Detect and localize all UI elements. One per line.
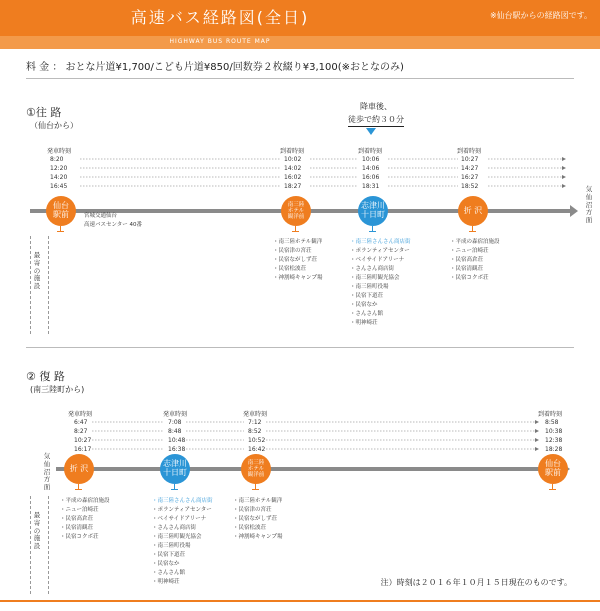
return-facility-label: 最寄の施設 [33, 511, 41, 551]
outbound-facility-label: 最寄の施設 [33, 251, 41, 291]
footer-note: 注）時刻は２０１６年１０月１５日現在のものです。 [380, 578, 572, 587]
return-sendai-times: 8:58 10:38 12:38 18:28 [545, 419, 563, 453]
return-arrive-label: 到着時刻 [538, 411, 563, 418]
outbound-hotel-times: 10:02 14:02 16:02 18:27 [284, 156, 302, 190]
stop-pin [75, 489, 82, 490]
outbound-subtitle: （仙台から） [30, 121, 78, 130]
page-subtitle: HIGHWAY BUS ROUTE MAP [169, 38, 271, 45]
outbound-facility-bracket [30, 236, 31, 334]
divider [26, 78, 574, 79]
return-depart-label-shizugawa: 発車時刻 [163, 411, 188, 418]
stop-pin [252, 489, 259, 490]
stop-pin [549, 489, 556, 490]
stop-pin [469, 231, 476, 232]
outbound-timeline-arrows [0, 150, 600, 200]
stop-pin [369, 231, 376, 232]
return-start-label: 気仙沼方面 [43, 452, 51, 492]
stop-pin [292, 231, 299, 232]
return-route-line [56, 467, 562, 471]
outbound-tokura-times: 10:27 14:27 16:27 18:52 [461, 156, 479, 190]
return-hotel-times: 7:12 8:52 10:52 16:42 [248, 419, 266, 453]
page-title: 高速バス経路図(全日) [130, 8, 310, 27]
outbound-title: ①往 路 [26, 106, 62, 119]
header-note: ※仙台駅からの経路図です。 [489, 11, 592, 20]
return-hotel-facilities: ・南三陸ホテル観洋 ・民宿津の宮荘 ・民宿ながしず荘 ・民宿松波荘 ・神割崎キャンプ場 [233, 498, 283, 540]
outbound-arrive-label-tokura: 到着時刻 [457, 148, 482, 155]
return-title: ② 復 路 [26, 370, 65, 383]
stop-sendai: 仙台 駅前 [46, 196, 76, 226]
return-stop-hotel-kanyo: 南三陸 ホテル 観洋前 [241, 454, 271, 484]
footer-bar [0, 600, 600, 602]
fare-info: 料 金 ： おとな片道¥1,700/こども片道¥850/回数券２枚綴り¥3,100(※おとなのみ) [26, 62, 404, 73]
return-tokura-times: 6:47 8:27 10:27 16:17 [74, 419, 92, 453]
outbound-end-label: 気仙沼方面 [585, 185, 593, 225]
return-stop-tokura: 折 沢 [64, 454, 94, 484]
stop-shizugawa: 志津川 十日町 [358, 196, 388, 226]
return-depart-label-hotel: 発車時刻 [243, 411, 268, 418]
return-tokura-facilities: ・平成の森宿泊施設 ・ニュー泊崎荘 ・民宿高倉荘 ・民宿清観荘 ・民宿コクボ荘 [60, 498, 110, 540]
outbound-facility-bracket-right [48, 236, 49, 334]
outbound-arrive-label-hotel: 到着時刻 [280, 148, 305, 155]
return-stop-shizugawa: 志津川 十日町 [160, 454, 190, 484]
outbound-hotel-facilities: ・南三陸ホテル観洋 ・民宿津の宮荘 ・民宿ながしず荘 ・民宿松波荘 ・神割崎キャンプ場 [273, 239, 323, 281]
divider [26, 347, 574, 348]
walk-callout: 降車後、 徒歩で約３０分 [336, 100, 416, 127]
outbound-arrive-label-shizugawa: 到着時刻 [358, 148, 383, 155]
sendai-bus-center-note: 宮城交通仙台 高速バスセンター 40番 [84, 213, 143, 228]
stop-hotel-kanyo: 南三陸 ホテル 観洋前 [281, 196, 311, 226]
callout-arrow-icon [366, 128, 376, 135]
outbound-depart-label: 発車時刻 [47, 148, 72, 155]
return-subtitle: (南三陸町から) [30, 385, 85, 394]
return-shizugawa-facilities: ・南三陸さんさん商店街 ・ポランティアセンター ・ベイサイドアリーナ ・さんさん商店街 ・南三陸町観光協会 ・南三陸町役場 ・民宿下道荘 ・民宿なか ・さんさん館 ・明神崎荘 [152, 498, 213, 585]
return-stop-sendai: 仙台 駅前 [538, 454, 568, 484]
outbound-shizugawa-facilities: ・南三陸さんさん商店街 ・ポランティアセンター ・ベイサイドアリーナ ・さんさん商店街 ・南三陸町観光協会 ・南三陸町役場 ・民宿下道荘 ・民宿なか ・さんさん館 ・明神崎荘 [350, 239, 411, 326]
return-facility-bracket-right [48, 496, 49, 594]
outbound-shizugawa-times: 10:06 14:06 16:06 18:31 [362, 156, 380, 190]
outbound-departures: 8:20 12:20 14:20 16:45 [50, 156, 68, 190]
outbound-tokura-facilities: ・平成の森宿泊施設 ・ニュー泊崎荘 ・民宿高倉荘 ・民宿清観荘 ・民宿コクボ荘 [450, 239, 500, 281]
stop-pin [57, 231, 64, 232]
return-depart-label-tokura: 発車時刻 [68, 411, 93, 418]
outbound-route-arrow-icon [570, 205, 578, 217]
stop-tokura: 折 沢 [458, 196, 488, 226]
return-timeline-arrows [0, 413, 600, 463]
stop-pin [171, 489, 178, 490]
return-facility-bracket [30, 496, 31, 594]
return-shizugawa-times: 7:08 8:48 10:48 16:38 [168, 419, 186, 453]
